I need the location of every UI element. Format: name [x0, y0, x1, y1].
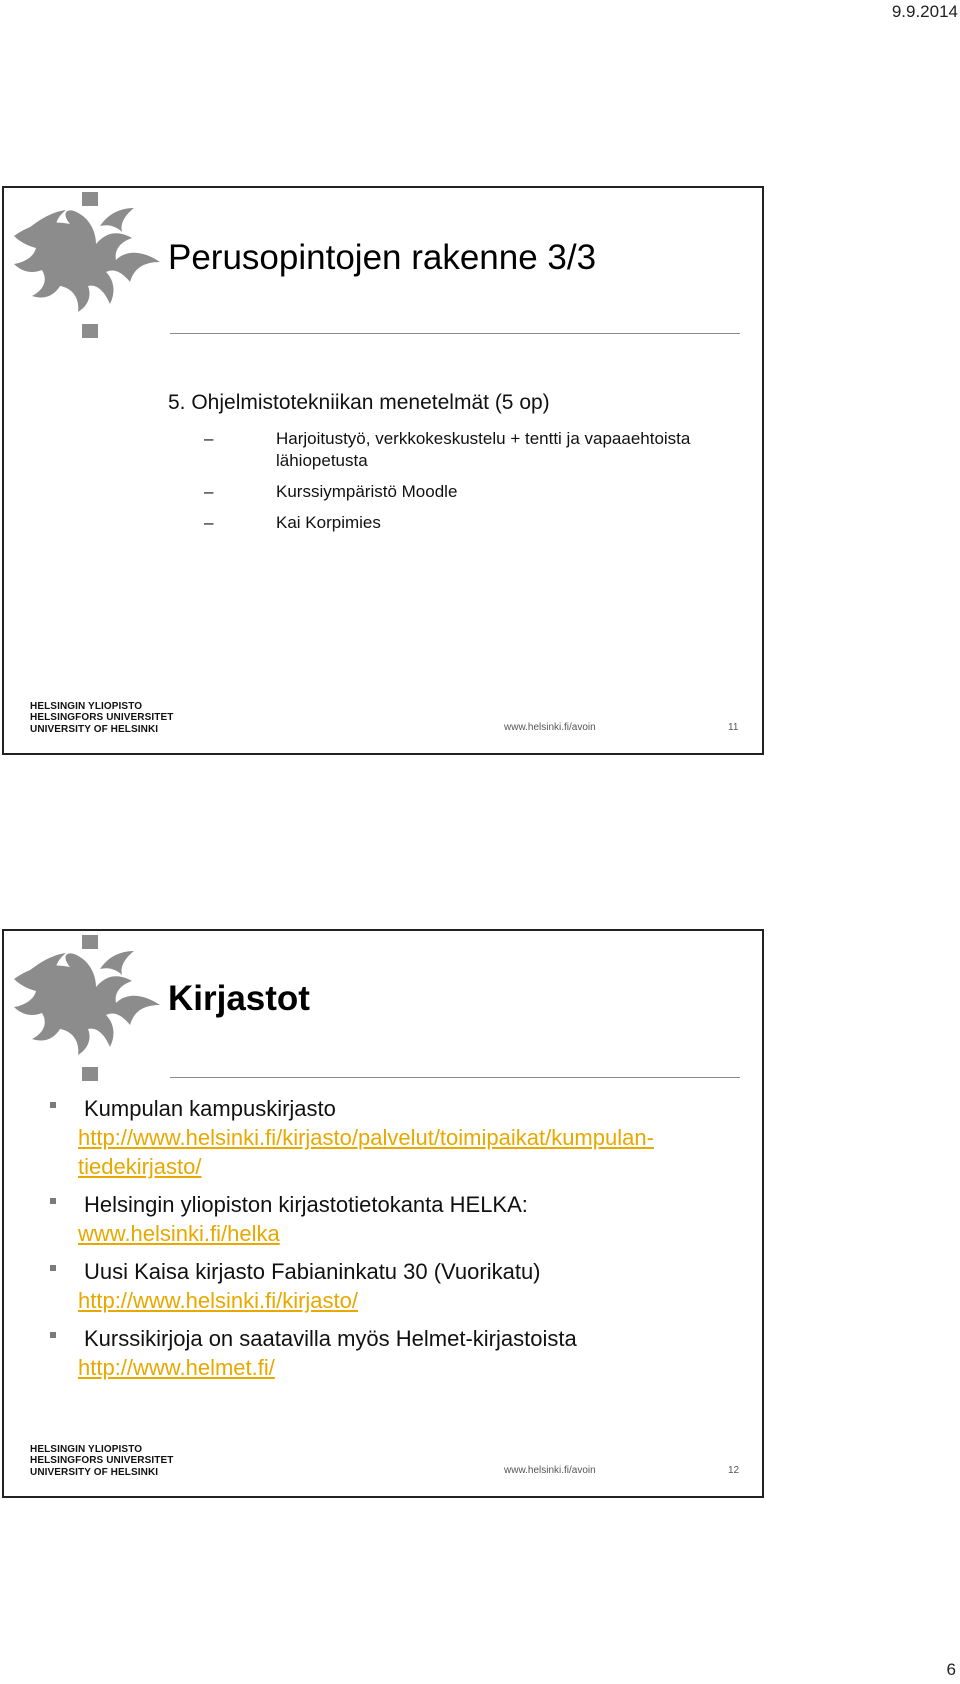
square-bullet-icon	[50, 1265, 56, 1271]
square-bullet-icon	[50, 1102, 56, 1108]
slide-title: Perusopintojen rakenne 3/3	[168, 238, 597, 277]
library-item	[48, 1257, 748, 1315]
wordmark-line: HELSINGFORS UNIVERSITET	[30, 712, 174, 723]
title-divider	[170, 333, 740, 334]
library-item	[48, 1324, 748, 1382]
library-name: Kumpulan kampuskirjasto	[84, 1096, 336, 1121]
title-divider	[170, 1077, 740, 1078]
square-bullet-icon	[50, 1198, 56, 1204]
wordmark-line: HELSINGIN YLIOPISTO	[30, 1443, 143, 1455]
dash-bullet: –	[204, 513, 214, 532]
library-item	[48, 1190, 748, 1248]
dash-bullet: –	[204, 429, 214, 448]
library-list	[48, 1094, 748, 1391]
university-flame-logo-icon	[10, 192, 170, 342]
course-detail-item	[204, 428, 736, 472]
square-bullet-icon	[50, 1332, 56, 1338]
slide-title: Kirjastot	[168, 979, 310, 1018]
dash-bullet: –	[204, 482, 214, 501]
wordmark-line: UNIVERSITY OF HELSINKI	[30, 1466, 159, 1478]
library-link[interactable]: www.helsinki.fi/helka	[78, 1221, 280, 1246]
slide-number: 12	[728, 1465, 740, 1476]
footer-url: www.helsinki.fi/avoin	[504, 1465, 596, 1476]
course-detail-text: Kurssiympäristö Moodle	[276, 482, 458, 501]
page-date: 9.9.2014	[891, 2, 958, 21]
course-detail-text: Kai Korpimies	[276, 513, 381, 532]
page-number: 6	[946, 1660, 956, 1679]
slide-12	[2, 929, 764, 1498]
wordmark-line: UNIVERSITY OF HELSINKI	[30, 723, 159, 735]
library-name: Helsingin yliopiston kirjastotietokanta HELKA:	[84, 1192, 528, 1217]
footer-url: www.helsinki.fi/avoin	[504, 722, 596, 733]
library-name: Kurssikirjoja on saatavilla myös Helmet-kirjastoista	[84, 1326, 577, 1351]
course-detail-item	[204, 512, 736, 534]
wordmark-line: HELSINGIN YLIOPISTO	[30, 700, 143, 712]
library-link[interactable]: http://www.helsinki.fi/kirjasto/	[78, 1288, 358, 1313]
slide-number: 11	[728, 722, 739, 733]
wordmark-line: HELSINGFORS UNIVERSITET	[30, 1455, 174, 1466]
course-details-list	[204, 428, 736, 543]
university-wordmark	[30, 1444, 173, 1479]
course-detail-item	[204, 481, 736, 503]
university-flame-logo-icon	[10, 935, 170, 1085]
slide-11	[2, 186, 764, 755]
course-detail-text: Harjoitustyö, verkkokeskustelu + tentti ja vapaaehtoista lähiopetusta	[276, 429, 691, 470]
library-name: Uusi Kaisa kirjasto Fabianinkatu 30 (Vuorikatu)	[84, 1259, 541, 1284]
library-link[interactable]: http://www.helsinki.fi/kirjasto/palvelut/toimipaikat/kumpulan-tiedekirjasto/	[78, 1125, 654, 1179]
library-link[interactable]: http://www.helmet.fi/	[78, 1355, 275, 1380]
library-item	[48, 1094, 748, 1181]
university-wordmark	[30, 701, 173, 736]
course-item: 5. Ohjelmistotekniikan menetelmät (5 op)	[168, 391, 550, 414]
